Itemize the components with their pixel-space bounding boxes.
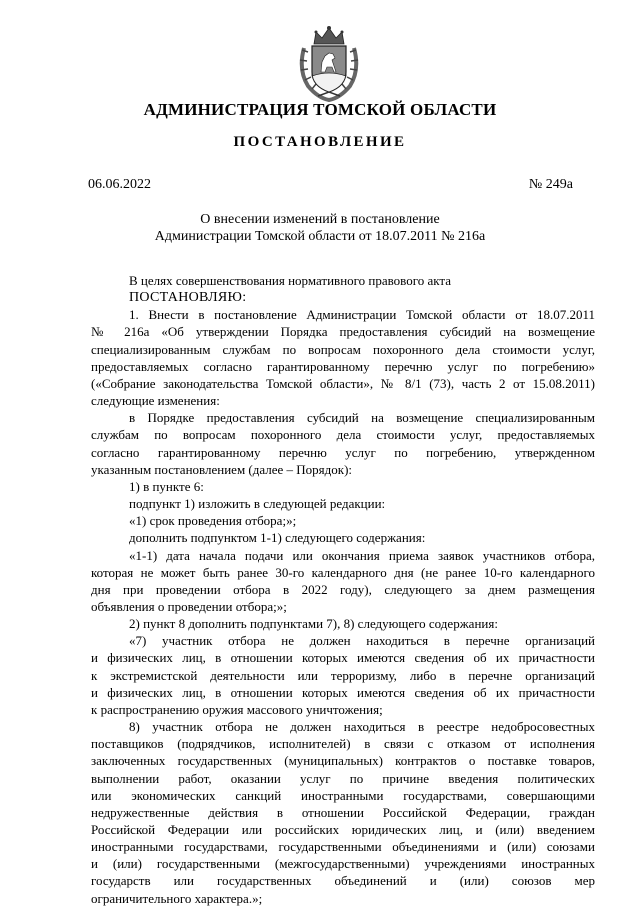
subject-line: Администрации Томской области от 18.07.2011 № 216а [154,229,486,244]
body-line: объявления о проведении отбора;»; [91,598,287,614]
body-line: «7) участник отбора не должен находиться в перечне организаций [129,633,595,649]
document-subject [0,211,640,245]
body-line: предоставляемых согласно гарантированному перечню услуг по погребению» [91,358,595,374]
body-line: 1) в пункте 6: [129,478,204,494]
document-number: № 249а [528,177,573,192]
document-type: ПОСТАНОВЛЕНИЕ [233,134,407,150]
body-line: недружественные действия в отношении Российской Федерации, граждан [91,804,595,820]
coat-of-arms-icon [294,22,364,102]
body-line: дополнить подпунктом 1-1) следующего содержания: [129,530,426,546]
body-line: («Собрание законодательства Томской области», № 8/1 (73), часть 2 от 15.08.2011) [91,375,595,391]
body-line: «1) срок проведения отбора;»; [129,513,297,529]
body-line: государств или государственных объединений и (или) союзов мер [91,873,595,889]
body-line: и физических лиц, в отношении которых имеются сведения об их причастности [91,684,595,700]
organization-title: АДМИНИСТРАЦИЯ ТОМСКОЙ ОБЛАСТИ [143,100,497,119]
body-line: заключенных государственных (муниципальных) контрактов о поставке товаров, [91,753,595,769]
body-line: подпункт 1) изложить в следующей редакции: [129,496,386,512]
decree-word: ПОСТАНОВЛЯЮ: [129,290,247,306]
body-line: 1. Внести в постановление Администрации Томской области от 18.07.2011 [129,307,595,323]
document-date: 06.06.2022 [88,177,151,192]
preamble: В целях совершенствования нормативного правового акта [129,273,452,288]
body-line: и физических лиц, в отношении которых имеются сведения об их причастности [91,650,595,666]
body-line: дня при проведении отбора в 2022 году), следующего за днем размещения [91,581,595,597]
body-line: «1-1) дата начала подачи или окончания приема заявок участников отбора, [129,547,595,563]
body-line: ограничительного характера.»; [91,890,263,906]
body-line: специализированным службам по вопросам похоронного дела стоимости услуг, [91,341,595,357]
body-line: выполнении работ, оказании услуг по причине введения политических [91,770,595,786]
subject-line: О внесении изменений в постановление [200,212,440,227]
body-line: № 216а «Об утверждении Порядка предоставления субсидий на возмещение [91,324,595,340]
body-line: службам по вопросам похоронного дела стоимости услуг, предоставляемых [91,427,595,443]
document-body [91,272,595,907]
body-line: и (или) государственными (межгосударственными) учреждениями иностранных [91,856,595,872]
body-line: в Порядке предоставления субсидий на возмещение специализированным [129,410,595,426]
body-line: Российской Федерации или российских юридических лиц, и (или) введением [91,822,595,837]
body-line: поставщиков (подрядчиков, исполнителей) в связи с отказом от исполнения [91,736,595,752]
body-line: к распространению оружия массового уничтожения; [91,701,383,717]
body-line: к экстремистской деятельности или терроризму, либо в перечне организаций [91,667,595,683]
body-line: или экономических санкций иностранными государствами, совершающими [91,787,595,803]
body-line: указанным постановлением (далее – Порядок): [91,461,353,477]
body-line: следующие изменения: [91,393,220,409]
body-line: 8) участник отбора не должен находиться в реестре недобросовестных [129,719,595,735]
body-line: которая не может быть ранее 30-го календарного дня (не ранее 10-го календарного [91,564,595,580]
body-line: 2) пункт 8 дополнить подпунктами 7), 8) следующего содержания: [129,616,498,632]
body-line: согласно гарантированному перечню услуг по погребению, утвержденном [91,444,595,460]
body-line: иностранными государствами, государственными объединениями и (или) союзами [91,839,595,855]
